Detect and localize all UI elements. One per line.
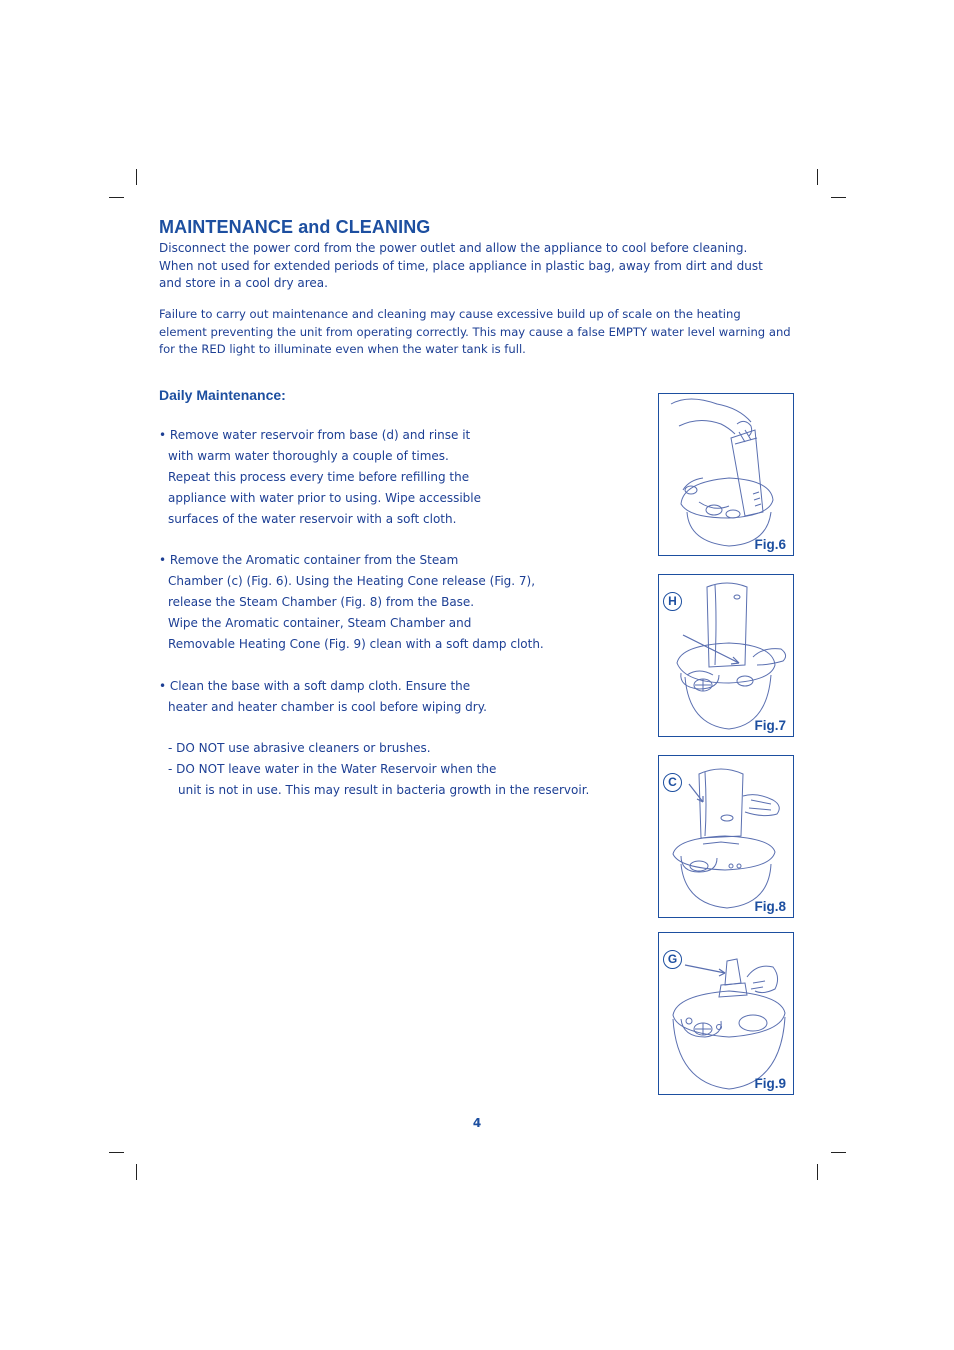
intro-line: and store in a cool dry area. — [159, 276, 328, 290]
warning-line: - DO NOT leave water in the Water Reservoir when the — [168, 762, 497, 776]
bullet-rinse-reservoir — [159, 425, 481, 530]
figure-label: Fig.8 — [754, 899, 786, 914]
bullet-line: • Clean the base with a soft damp cloth. Ensure the — [159, 679, 471, 693]
crop-mark — [109, 197, 124, 198]
figure-label: Fig.6 — [754, 537, 786, 552]
bullet-line: surfaces of the water reservoir with a soft cloth. — [168, 512, 457, 526]
figure-7 — [658, 574, 794, 737]
warnings-list — [159, 738, 589, 801]
warning-line: - DO NOT use abrasive cleaners or brushes. — [168, 741, 431, 755]
failure-line: element preventing the unit from operating correctly. This may cause a false EMPTY water level warning and — [159, 324, 791, 339]
callout-label: G — [663, 950, 682, 969]
page-number: 4 — [472, 1116, 482, 1130]
bullet-line: Removable Heating Cone (Fig. 9) clean with a soft damp cloth. — [168, 637, 544, 651]
callout-label: H — [663, 592, 682, 611]
failure-line: Failure to carry out maintenance and cleaning may cause excessive build up of scale on the heating — [159, 307, 741, 321]
bullet-clean-base — [159, 676, 487, 718]
bullet-line: heater and heater chamber is cool before wiping dry. — [168, 700, 487, 714]
bullet-line: • Remove water reservoir from base (d) and rinse it — [159, 428, 471, 442]
failure-line: for the RED light to illuminate even when the water tank is full. — [159, 342, 526, 356]
warning-line: unit is not in use. This may result in bacteria growth in the reservoir. — [178, 783, 590, 797]
crop-mark — [136, 169, 137, 185]
bullet-line: • Remove the Aromatic container from the Steam — [159, 553, 459, 567]
section-heading: Daily Maintenance: — [159, 387, 286, 403]
figure-6 — [658, 393, 794, 556]
page-title: MAINTENANCE and CLEANING — [159, 217, 431, 237]
bullet-line: release the Steam Chamber (Fig. 8) from the Base. — [168, 595, 475, 609]
bullet-line: appliance with water prior to using. Wipe accessible — [168, 491, 482, 505]
crop-mark — [817, 169, 818, 185]
humidifier-illustration — [659, 394, 792, 554]
callout-label: C — [663, 773, 682, 792]
bullet-line: Wipe the Aromatic container, Steam Chamber and — [168, 616, 472, 630]
crop-mark — [136, 1164, 137, 1180]
figure-8 — [658, 755, 794, 918]
intro-paragraph — [159, 240, 809, 293]
crop-mark — [831, 197, 846, 198]
bullet-line: with warm water thoroughly a couple of times. — [168, 449, 449, 463]
bullet-line: Repeat this process every time before refilling the — [168, 470, 470, 484]
crop-mark — [109, 1152, 124, 1153]
intro-line: Disconnect the power cord from the power outlet and allow the appliance to cool before cleaning. — [159, 241, 748, 255]
crop-mark — [831, 1152, 846, 1153]
crop-mark — [817, 1164, 818, 1180]
bullet-aromatic-container — [159, 550, 544, 655]
figure-label: Fig.9 — [754, 1076, 786, 1091]
bullet-line: Chamber (c) (Fig. 6). Using the Heating Cone release (Fig. 7), — [168, 574, 536, 588]
figure-9 — [658, 932, 794, 1095]
failure-paragraph — [159, 306, 819, 359]
figure-label: Fig.7 — [754, 718, 786, 733]
intro-line: When not used for extended periods of time, place appliance in plastic bag, away from dirt and dust — [159, 258, 763, 273]
